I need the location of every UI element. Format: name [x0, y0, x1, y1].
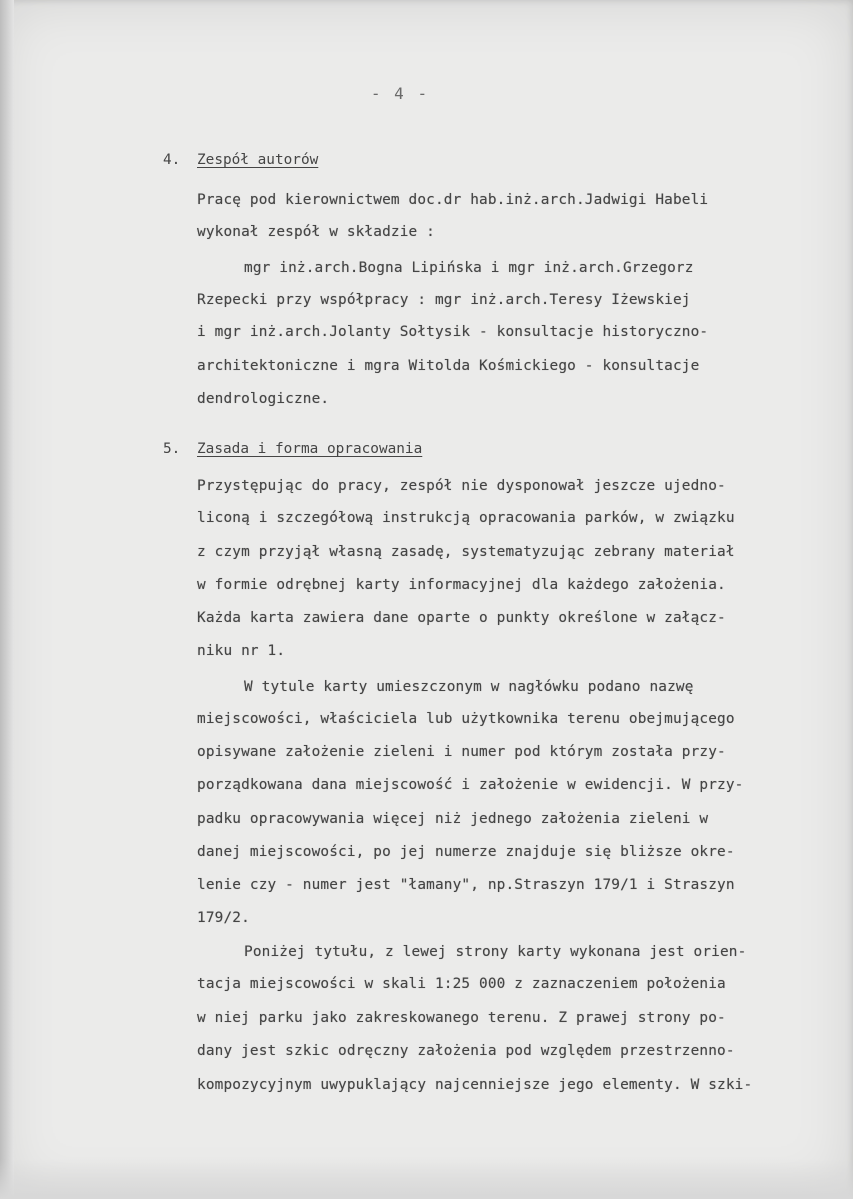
section-4-line: i mgr inż.arch.Jolanty Sołtysik - konsultacje historyczno-	[197, 324, 709, 340]
section-4-line: mgr inż.arch.Bogna Lipińska i mgr inż.arch.Grzegorz	[244, 260, 694, 276]
section-5-line: niku nr 1.	[197, 643, 286, 659]
scan-bottom-shade	[0, 1159, 853, 1199]
section-4-number: 4.	[163, 152, 181, 168]
page-number: - 4 -	[370, 84, 430, 103]
section-5-line: danej miejscowości, po jej numerze znajduje się bliższe okre-	[197, 844, 735, 860]
section-4-line: architektoniczne i mgra Witolda Kośmickiego - konsultacje	[197, 358, 700, 374]
section-5-line: Każda karta zawiera dane oparte o punkty określone w załącz-	[197, 610, 726, 626]
section-5-line: Przystępując do pracy, zespół nie dysponował jeszcze ujedno-	[197, 478, 726, 494]
section-4-line: Rzepecki przy współpracy : mgr inż.arch.Teresy Iżewskiej	[197, 292, 691, 308]
section-5-line: w formie odrębnej karty informacyjnej dla każdego założenia.	[197, 577, 726, 593]
section-5-line: 179/2.	[197, 910, 250, 926]
section-5-line: lenie czy - numer jest "łamany", np.Straszyn 179/1 i Straszyn	[197, 877, 735, 893]
section-5-line: kompozycyjnym uwypuklający najcenniejsze jego elementy. W szki-	[197, 1077, 753, 1093]
section-4-line: Pracę pod kierownictwem doc.dr hab.inż.arch.Jadwigi Habeli	[197, 192, 709, 208]
section-5-line: liconą i szczegółową instrukcją opracowania parków, w związku	[197, 510, 735, 526]
section-5-number: 5.	[163, 441, 181, 457]
scan-edge-shadow	[0, 0, 14, 1199]
section-5-line: dany jest szkic odręczny założenia pod względem przestrzenno-	[197, 1043, 735, 1059]
section-5-line: w niej parku jako zakreskowanego terenu. Z prawej strony po-	[197, 1010, 726, 1026]
section-5-line: opisywane założenie zieleni i numer pod którym została przy-	[197, 744, 726, 760]
section-5-line: porządkowana dana miejscowość i założenie w ewidencji. W przy-	[197, 777, 744, 793]
section-5-line: tacja miejscowości w skali 1:25 000 z zaznaczeniem położenia	[197, 976, 726, 992]
section-5-line: padku opracowywania więcej niż jednego założenia zieleni w	[197, 811, 709, 827]
section-5-line: z czym przyjął własną zasadę, systematyzując zebrany materiał	[197, 544, 735, 560]
section-5-line: W tytule karty umieszczonym w nagłówku podano nazwę	[244, 679, 694, 695]
section-5-line: Poniżej tytułu, z lewej strony karty wykonana jest orien-	[244, 944, 747, 960]
section-4-line: dendrologiczne.	[197, 391, 330, 407]
section-4-line: wykonał zespół w składzie :	[197, 224, 435, 240]
section-5-line: miejscowości, właściciela lub użytkownika terenu obejmującego	[197, 711, 735, 727]
section-5-title: Zasada i forma opracowania	[197, 441, 423, 457]
section-4-title: Zespół autorów	[197, 152, 319, 168]
